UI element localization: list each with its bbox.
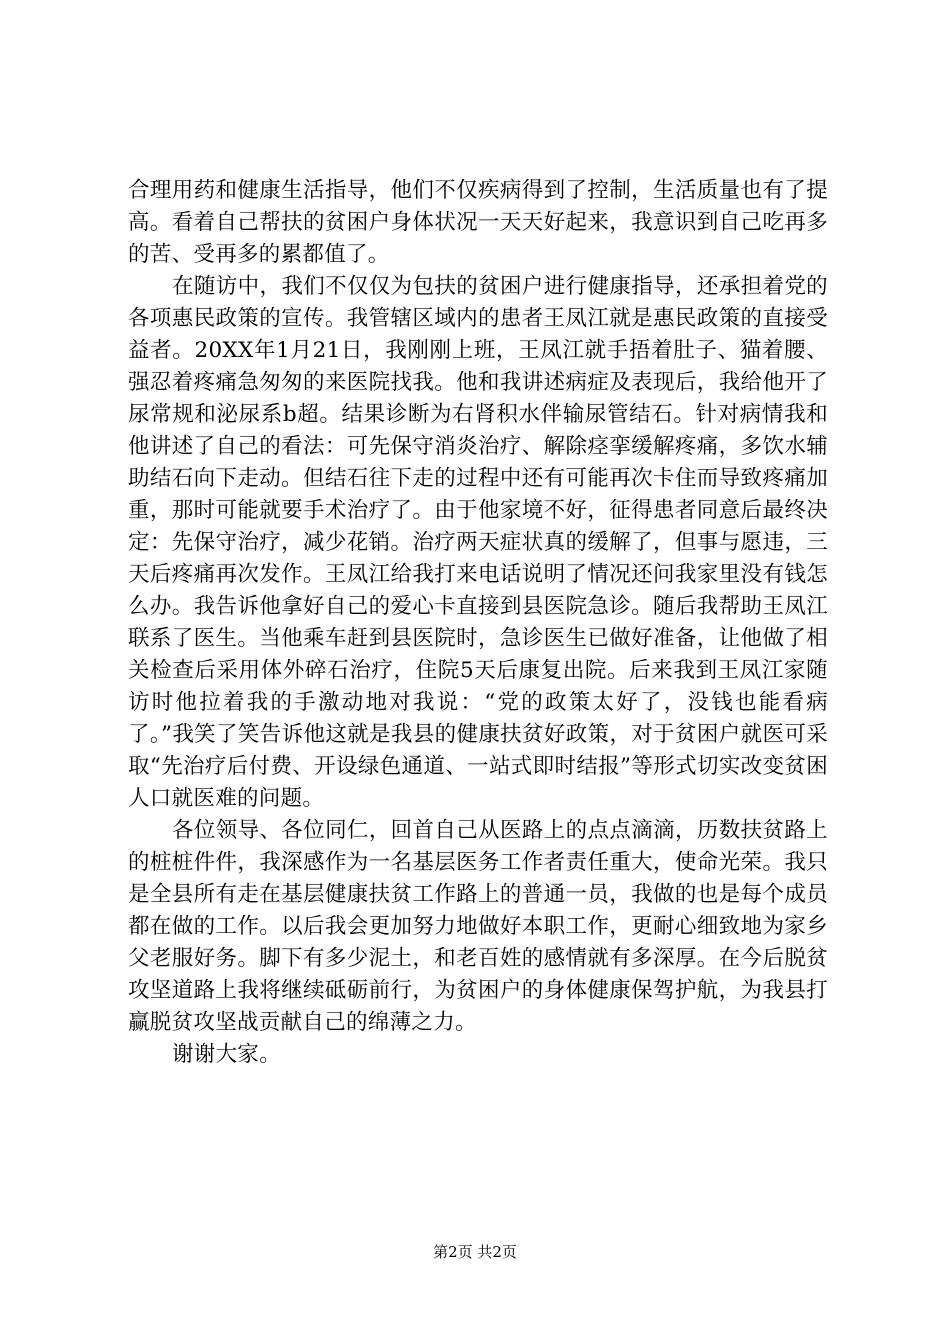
paragraph-thanks: 谢谢大家。	[172, 1042, 282, 1067]
paragraph-continuation: 合理用药和健康生活指导，他们不仅疾病得到了控制，生活质量也有了提高。看着自己帮扶的贫困户身体状况一天天好起来，我意识到自己吃再多的苦、受再多的累都值了。	[128, 178, 828, 267]
paragraph-follow-up-story: 在随访中，我们不仅仅为包扶的贫困户进行健康指导，还承担着党的各项惠民政策的宣传。我管辖区域内的患者王凤江就是惠民政策的直接受益者。20XX年1月21日，我刚刚上班，王凤江就手捂着肚子、猫着腰、强忍着疼痛急匆匆的来医院找我。他和我讲述病症及表现后，我给他开了尿常规和泌尿系b超。结果诊断为右肾积水伴输尿管结石。针对病情我和他讲述了自己的看法：可先保守消炎治疗、解除痉挛缓解疼痛，多饮水辅助结石向下走动。但结石往下走的过程中还有可能再次卡住而导致疼痛加重，那时可能就要手术治疗了。由于他家境不好，征得患者同意后最终决定：先保守治疗，减少花销。治疗两天症状真的缓解了，但事与愿违，三天后疼痛再次发作。王凤江给我打来电话说明了情况还问我家里没有钱怎么办。我告诉他拿好自己的爱心卡直接到县医院急诊。随后我帮助王凤江联系了医生。当他乘车赶到县医院时，急诊医生已做好准备，让他做了相关检查后采用体外碎石治疗，住院5天后康复出院。后来我到王凤江家随访时他拉着我的手激动地对我说：“党的政策太好了，没钱也能看病了。”我笑了笑告诉他这就是我县的健康扶贫好政策，对于贫困户就医可采取“先治疗后付费、开设绿色通道、一站式即时结报”等形式切实改变贫困人口就医难的问题。	[128, 274, 828, 811]
paragraph-closing-remarks: 各位领导、各位同仁，回首自己从医路上的点点滴滴，历数扶贫路上的桩桩件件，我深感作为一名基层医务工作者责任重大，使命光荣。我只是全县所有走在基层健康扶贫工作路上的普通一员，我做的也是每个成员都在做的工作。以后我会更加努力地做好本职工作，更耐心细致地为家乡父老服好务。脚下有多少泥土，和老百姓的感情就有多深厚。在今后脱贫攻坚道路上我将继续砥砺前行，为贫困户的身体健康保驾护航，为我县打赢脱贫攻坚战贡献自己的绵薄之力。	[128, 818, 828, 1035]
document-body	[128, 175, 828, 1071]
page-number-footer: 第2页 共2页	[433, 1243, 517, 1261]
